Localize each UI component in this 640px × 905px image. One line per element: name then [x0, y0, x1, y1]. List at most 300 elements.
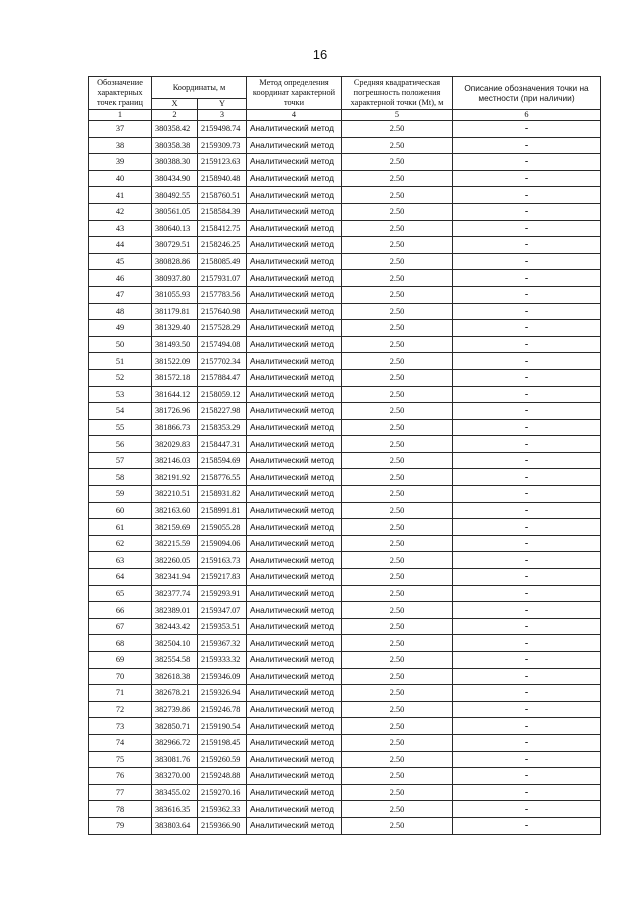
point-cell: 77 [89, 784, 152, 801]
table-row [89, 419, 601, 436]
y-cell: 2159346.09 [198, 668, 247, 685]
point-cell: 39 [89, 154, 152, 171]
table-row [89, 121, 601, 138]
point-cell: 72 [89, 701, 152, 718]
point-cell: 55 [89, 419, 152, 436]
error-cell: 2.50 [342, 768, 453, 785]
x-cell: 382554.58 [152, 652, 198, 669]
method-cell: Аналитический метод [247, 585, 342, 602]
point-cell: 57 [89, 452, 152, 469]
method-cell: Аналитический метод [247, 137, 342, 154]
x-cell: 380729.51 [152, 237, 198, 254]
method-cell: Аналитический метод [247, 452, 342, 469]
header-method: Метод определения координат характерной точки [247, 77, 342, 110]
description-cell: - [453, 585, 601, 602]
method-cell: Аналитический метод [247, 635, 342, 652]
point-cell: 40 [89, 170, 152, 187]
y-cell: 2157494.08 [198, 336, 247, 353]
point-cell: 75 [89, 751, 152, 768]
table-row [89, 817, 601, 834]
point-cell: 76 [89, 768, 152, 785]
table-row [89, 751, 601, 768]
x-cell: 383803.64 [152, 817, 198, 834]
method-cell: Аналитический метод [247, 751, 342, 768]
error-cell: 2.50 [342, 486, 453, 503]
table-row [89, 685, 601, 702]
description-cell: - [453, 452, 601, 469]
x-cell: 381644.12 [152, 386, 198, 403]
description-cell: - [453, 336, 601, 353]
x-cell: 382504.10 [152, 635, 198, 652]
x-cell: 380358.38 [152, 137, 198, 154]
table-row [89, 187, 601, 204]
y-cell: 2158059.12 [198, 386, 247, 403]
error-cell: 2.50 [342, 569, 453, 586]
table-row [89, 469, 601, 486]
method-cell: Аналитический метод [247, 320, 342, 337]
y-cell: 2158991.81 [198, 502, 247, 519]
table-row [89, 519, 601, 536]
method-cell: Аналитический метод [247, 203, 342, 220]
method-cell: Аналитический метод [247, 734, 342, 751]
error-cell: 2.50 [342, 469, 453, 486]
table-row [89, 452, 601, 469]
table-row [89, 486, 601, 503]
header-num-2: 2 [152, 110, 198, 121]
description-cell: - [453, 369, 601, 386]
x-cell: 382159.69 [152, 519, 198, 536]
error-cell: 2.50 [342, 270, 453, 287]
x-cell: 382850.71 [152, 718, 198, 735]
x-cell: 380828.86 [152, 253, 198, 270]
point-cell: 47 [89, 286, 152, 303]
point-cell: 68 [89, 635, 152, 652]
table-row [89, 220, 601, 237]
x-cell: 382443.42 [152, 618, 198, 635]
description-cell: - [453, 734, 601, 751]
error-cell: 2.50 [342, 602, 453, 619]
point-cell: 53 [89, 386, 152, 403]
description-cell: - [453, 535, 601, 552]
y-cell: 2158085.49 [198, 253, 247, 270]
description-cell: - [453, 552, 601, 569]
y-cell: 2159094.06 [198, 535, 247, 552]
x-cell: 382966.72 [152, 734, 198, 751]
table-row [89, 320, 601, 337]
error-cell: 2.50 [342, 353, 453, 370]
point-cell: 66 [89, 602, 152, 619]
header-x: X [152, 99, 198, 110]
y-cell: 2158584.39 [198, 203, 247, 220]
error-cell: 2.50 [342, 220, 453, 237]
method-cell: Аналитический метод [247, 353, 342, 370]
x-cell: 381572.18 [152, 369, 198, 386]
method-cell: Аналитический метод [247, 237, 342, 254]
point-cell: 65 [89, 585, 152, 602]
table-row [89, 652, 601, 669]
method-cell: Аналитический метод [247, 502, 342, 519]
table-row [89, 552, 601, 569]
description-cell: - [453, 519, 601, 536]
x-cell: 380640.13 [152, 220, 198, 237]
method-cell: Аналитический метод [247, 519, 342, 536]
x-cell: 382678.21 [152, 685, 198, 702]
point-cell: 61 [89, 519, 152, 536]
table-row [89, 386, 601, 403]
y-cell: 2157884.47 [198, 369, 247, 386]
table-row [89, 701, 601, 718]
y-cell: 2158412.75 [198, 220, 247, 237]
table-row [89, 768, 601, 785]
point-cell: 79 [89, 817, 152, 834]
point-cell: 56 [89, 436, 152, 453]
error-cell: 2.50 [342, 817, 453, 834]
x-cell: 380358.42 [152, 121, 198, 138]
y-cell: 2159246.78 [198, 701, 247, 718]
method-cell: Аналитический метод [247, 369, 342, 386]
header-num-5: 5 [342, 110, 453, 121]
table-row [89, 734, 601, 751]
description-cell: - [453, 768, 601, 785]
table-row [89, 784, 601, 801]
method-cell: Аналитический метод [247, 170, 342, 187]
x-cell: 382191.92 [152, 469, 198, 486]
y-cell: 2158760.51 [198, 187, 247, 204]
error-cell: 2.50 [342, 519, 453, 536]
description-cell: - [453, 751, 601, 768]
error-cell: 2.50 [342, 652, 453, 669]
header-num-1: 1 [89, 110, 152, 121]
point-cell: 37 [89, 121, 152, 138]
x-cell: 382377.74 [152, 585, 198, 602]
description-cell: - [453, 187, 601, 204]
error-cell: 2.50 [342, 751, 453, 768]
error-cell: 2.50 [342, 303, 453, 320]
error-cell: 2.50 [342, 187, 453, 204]
y-cell: 2159309.73 [198, 137, 247, 154]
x-cell: 382341.94 [152, 569, 198, 586]
header-num-4: 4 [247, 110, 342, 121]
x-cell: 380388.30 [152, 154, 198, 171]
x-cell: 383081.76 [152, 751, 198, 768]
point-cell: 46 [89, 270, 152, 287]
table-row [89, 535, 601, 552]
y-cell: 2159123.63 [198, 154, 247, 171]
method-cell: Аналитический метод [247, 685, 342, 702]
table-row [89, 353, 601, 370]
description-cell: - [453, 419, 601, 436]
table-row [89, 602, 601, 619]
error-cell: 2.50 [342, 286, 453, 303]
point-cell: 70 [89, 668, 152, 685]
description-cell: - [453, 817, 601, 834]
header-description: Описание обозначения точки на местности (при наличии) [453, 77, 601, 110]
error-cell: 2.50 [342, 701, 453, 718]
table-row [89, 801, 601, 818]
description-cell: - [453, 635, 601, 652]
y-cell: 2159326.94 [198, 685, 247, 702]
point-cell: 43 [89, 220, 152, 237]
method-cell: Аналитический метод [247, 154, 342, 171]
y-cell: 2157702.34 [198, 353, 247, 370]
description-cell: - [453, 668, 601, 685]
method-cell: Аналитический метод [247, 403, 342, 420]
method-cell: Аналитический метод [247, 569, 342, 586]
description-cell: - [453, 303, 601, 320]
y-cell: 2159217.83 [198, 569, 247, 586]
description-cell: - [453, 784, 601, 801]
method-cell: Аналитический метод [247, 535, 342, 552]
error-cell: 2.50 [342, 784, 453, 801]
y-cell: 2159366.90 [198, 817, 247, 834]
y-cell: 2159293.91 [198, 585, 247, 602]
header-point: Обозначение характерных точек границ [89, 77, 152, 110]
table-row [89, 668, 601, 685]
method-cell: Аналитический метод [247, 303, 342, 320]
y-cell: 2157640.98 [198, 303, 247, 320]
x-cell: 383455.02 [152, 784, 198, 801]
y-cell: 2157931.07 [198, 270, 247, 287]
error-cell: 2.50 [342, 734, 453, 751]
error-cell: 2.50 [342, 369, 453, 386]
x-cell: 381055.93 [152, 286, 198, 303]
x-cell: 381726.96 [152, 403, 198, 420]
y-cell: 2159498.74 [198, 121, 247, 138]
x-cell: 382260.05 [152, 552, 198, 569]
x-cell: 382210.51 [152, 486, 198, 503]
method-cell: Аналитический метод [247, 768, 342, 785]
method-cell: Аналитический метод [247, 652, 342, 669]
error-cell: 2.50 [342, 535, 453, 552]
table-row [89, 718, 601, 735]
x-cell: 380561.05 [152, 203, 198, 220]
point-cell: 41 [89, 187, 152, 204]
table-row [89, 403, 601, 420]
point-cell: 63 [89, 552, 152, 569]
table-row [89, 170, 601, 187]
description-cell: - [453, 652, 601, 669]
point-cell: 45 [89, 253, 152, 270]
description-cell: - [453, 154, 601, 171]
error-cell: 2.50 [342, 253, 453, 270]
y-cell: 2159270.16 [198, 784, 247, 801]
error-cell: 2.50 [342, 585, 453, 602]
point-cell: 48 [89, 303, 152, 320]
point-cell: 64 [89, 569, 152, 586]
method-cell: Аналитический метод [247, 220, 342, 237]
x-cell: 380492.55 [152, 187, 198, 204]
x-cell: 382618.38 [152, 668, 198, 685]
error-cell: 2.50 [342, 170, 453, 187]
description-cell: - [453, 701, 601, 718]
y-cell: 2159362.33 [198, 801, 247, 818]
description-cell: - [453, 436, 601, 453]
table-body [89, 121, 601, 835]
x-cell: 382215.59 [152, 535, 198, 552]
method-cell: Аналитический метод [247, 469, 342, 486]
description-cell: - [453, 320, 601, 337]
table-row [89, 436, 601, 453]
method-cell: Аналитический метод [247, 602, 342, 619]
error-cell: 2.50 [342, 121, 453, 138]
method-cell: Аналитический метод [247, 253, 342, 270]
error-cell: 2.50 [342, 336, 453, 353]
page-number: 16 [312, 47, 328, 62]
table-row [89, 569, 601, 586]
x-cell: 381866.73 [152, 419, 198, 436]
description-cell: - [453, 502, 601, 519]
error-cell: 2.50 [342, 718, 453, 735]
description-cell: - [453, 685, 601, 702]
error-cell: 2.50 [342, 203, 453, 220]
y-cell: 2158353.29 [198, 419, 247, 436]
y-cell: 2157528.29 [198, 320, 247, 337]
point-cell: 78 [89, 801, 152, 818]
table-row [89, 286, 601, 303]
description-cell: - [453, 121, 601, 138]
method-cell: Аналитический метод [247, 336, 342, 353]
method-cell: Аналитический метод [247, 701, 342, 718]
error-cell: 2.50 [342, 618, 453, 635]
error-cell: 2.50 [342, 436, 453, 453]
x-cell: 381329.40 [152, 320, 198, 337]
point-cell: 67 [89, 618, 152, 635]
error-cell: 2.50 [342, 502, 453, 519]
error-cell: 2.50 [342, 320, 453, 337]
description-cell: - [453, 220, 601, 237]
coordinates-table [88, 76, 601, 835]
x-cell: 382163.60 [152, 502, 198, 519]
y-cell: 2158227.98 [198, 403, 247, 420]
method-cell: Аналитический метод [247, 486, 342, 503]
y-cell: 2158776.55 [198, 469, 247, 486]
y-cell: 2159367.32 [198, 635, 247, 652]
y-cell: 2158940.48 [198, 170, 247, 187]
description-cell: - [453, 602, 601, 619]
point-cell: 59 [89, 486, 152, 503]
error-cell: 2.50 [342, 154, 453, 171]
error-cell: 2.50 [342, 668, 453, 685]
header-y: Y [198, 99, 247, 110]
description-cell: - [453, 386, 601, 403]
y-cell: 2159333.32 [198, 652, 247, 669]
description-cell: - [453, 253, 601, 270]
error-cell: 2.50 [342, 635, 453, 652]
table-row [89, 270, 601, 287]
error-cell: 2.50 [342, 419, 453, 436]
description-cell: - [453, 569, 601, 586]
description-cell: - [453, 801, 601, 818]
method-cell: Аналитический метод [247, 121, 342, 138]
y-cell: 2158931.82 [198, 486, 247, 503]
point-cell: 69 [89, 652, 152, 669]
y-cell: 2159248.88 [198, 768, 247, 785]
point-cell: 38 [89, 137, 152, 154]
table-row [89, 585, 601, 602]
description-cell: - [453, 270, 601, 287]
method-cell: Аналитический метод [247, 270, 342, 287]
point-cell: 44 [89, 237, 152, 254]
point-cell: 62 [89, 535, 152, 552]
y-cell: 2159198.45 [198, 734, 247, 751]
y-cell: 2159190.54 [198, 718, 247, 735]
y-cell: 2157783.56 [198, 286, 247, 303]
error-cell: 2.50 [342, 386, 453, 403]
point-cell: 52 [89, 369, 152, 386]
x-cell: 381493.50 [152, 336, 198, 353]
method-cell: Аналитический метод [247, 386, 342, 403]
y-cell: 2159055.28 [198, 519, 247, 536]
description-cell: - [453, 170, 601, 187]
y-cell: 2158594.69 [198, 452, 247, 469]
error-cell: 2.50 [342, 801, 453, 818]
y-cell: 2159347.07 [198, 602, 247, 619]
table-row [89, 253, 601, 270]
description-cell: - [453, 718, 601, 735]
point-cell: 71 [89, 685, 152, 702]
table-row [89, 237, 601, 254]
table-row [89, 203, 601, 220]
y-cell: 2158246.25 [198, 237, 247, 254]
method-cell: Аналитический метод [247, 187, 342, 204]
point-cell: 42 [89, 203, 152, 220]
y-cell: 2159260.59 [198, 751, 247, 768]
x-cell: 380434.90 [152, 170, 198, 187]
x-cell: 382389.01 [152, 602, 198, 619]
error-cell: 2.50 [342, 452, 453, 469]
error-cell: 2.50 [342, 237, 453, 254]
point-cell: 51 [89, 353, 152, 370]
description-cell: - [453, 237, 601, 254]
description-cell: - [453, 618, 601, 635]
method-cell: Аналитический метод [247, 784, 342, 801]
point-cell: 58 [89, 469, 152, 486]
point-cell: 49 [89, 320, 152, 337]
table-row [89, 336, 601, 353]
point-cell: 73 [89, 718, 152, 735]
x-cell: 383270.00 [152, 768, 198, 785]
table-row [89, 369, 601, 386]
x-cell: 381179.81 [152, 303, 198, 320]
x-cell: 381522.09 [152, 353, 198, 370]
table-row [89, 635, 601, 652]
table-row [89, 154, 601, 171]
method-cell: Аналитический метод [247, 286, 342, 303]
method-cell: Аналитический метод [247, 618, 342, 635]
method-cell: Аналитический метод [247, 718, 342, 735]
x-cell: 380937.80 [152, 270, 198, 287]
point-cell: 74 [89, 734, 152, 751]
method-cell: Аналитический метод [247, 801, 342, 818]
description-cell: - [453, 469, 601, 486]
method-cell: Аналитический метод [247, 419, 342, 436]
error-cell: 2.50 [342, 403, 453, 420]
header-num-3: 3 [198, 110, 247, 121]
error-cell: 2.50 [342, 685, 453, 702]
description-cell: - [453, 353, 601, 370]
method-cell: Аналитический метод [247, 817, 342, 834]
x-cell: 382146.03 [152, 452, 198, 469]
x-cell: 382739.86 [152, 701, 198, 718]
description-cell: - [453, 403, 601, 420]
table-row [89, 137, 601, 154]
header-error: Средняя квадратическая погрешность положения характерной точки (Mt), м [342, 77, 453, 110]
x-cell: 382029.83 [152, 436, 198, 453]
x-cell: 383616.35 [152, 801, 198, 818]
point-cell: 60 [89, 502, 152, 519]
point-cell: 54 [89, 403, 152, 420]
point-cell: 50 [89, 336, 152, 353]
